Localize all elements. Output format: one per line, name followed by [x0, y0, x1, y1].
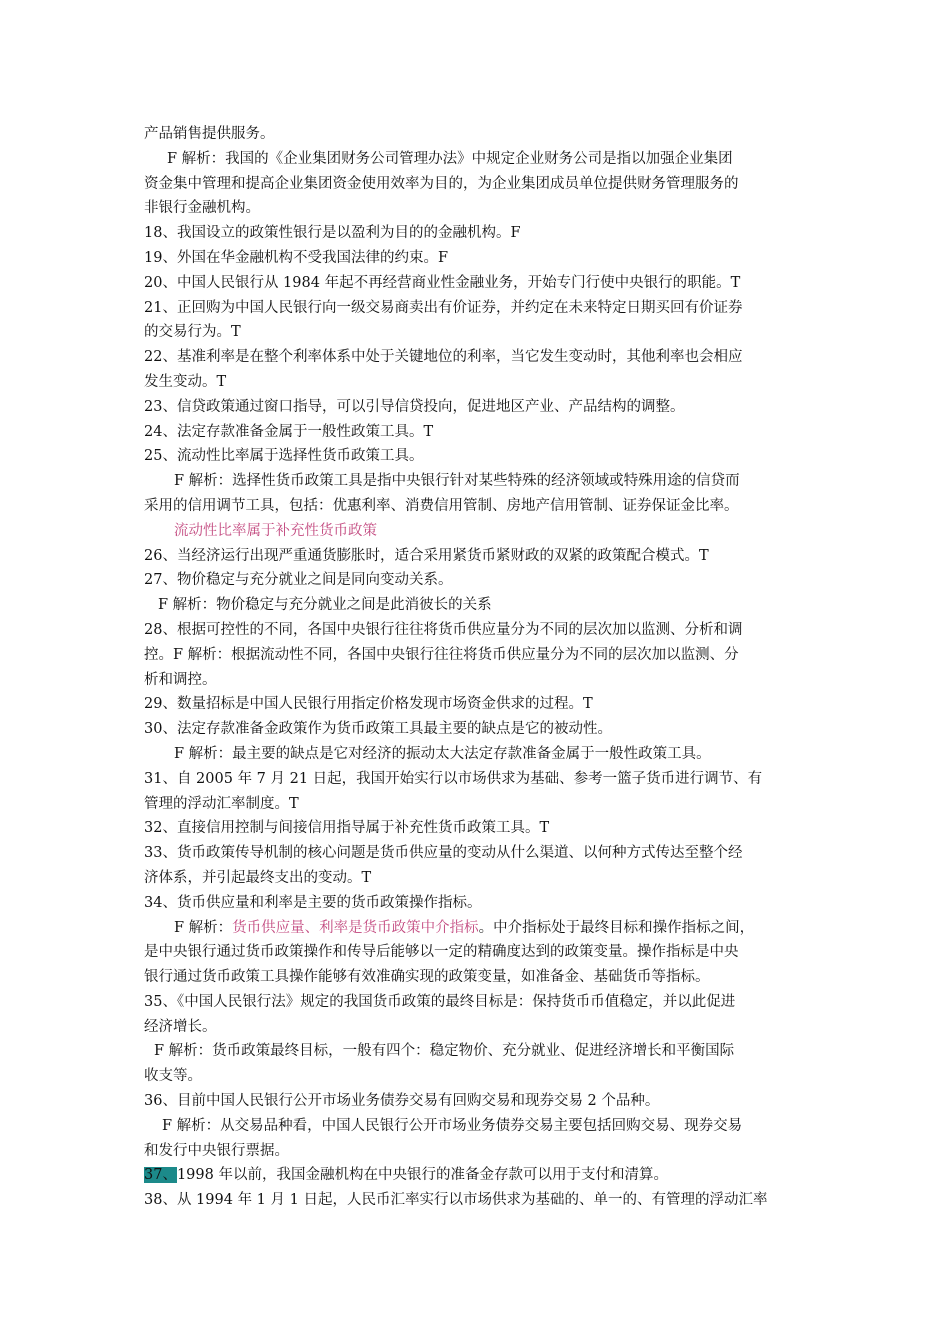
text-line: 控。F 解析：根据流动性不同，各国中央银行往往将货币供应量分为不同的层次加以监测、分	[144, 646, 739, 663]
question-23: 23、信贷政策通过窗口指导，可以引导信贷投向，促进地区产业、产品结构的调整。	[144, 398, 685, 415]
question-19: 19、外国在华金融机构不受我国法律的约束。F	[144, 249, 449, 266]
analysis-line: F 解析：从交易品种看，中国人民银行公开市场业务债券交易主要包括回购交易、现券交易	[162, 1117, 743, 1134]
question-36: 36、目前中国人民银行公开市场业务债券交易有回购交易和现券交易 2 个品种。	[144, 1093, 660, 1110]
question-31: 31、自 2005 年 7 月 21 日起，我国开始实行以市场供求为基础、参考一篮子货币进行调节、有	[144, 770, 763, 787]
question-21: 21、正回购为中国人民银行向一级交易商卖出有价证券，并约定在未来特定日期买回有价证券	[144, 299, 743, 316]
analysis-line: F 解析：最主要的缺点是它对经济的振动太大法定存款准备金属于一般性政策工具。	[174, 745, 711, 762]
question-26: 26、当经济运行出现严重通货膨胀时，适合采用紧货币紧财政的双紧的政策配合模式。T	[144, 547, 709, 564]
text-line: 发生变动。T	[144, 373, 227, 390]
analysis-line: F 解析：我国的《企业集团财务公司管理办法》中规定企业财务公司是指以加强企业集团	[167, 150, 733, 167]
question-29: 29、数量招标是中国人民银行用指定价格发现市场资金供求的过程。T	[144, 696, 593, 713]
text-line: 资金集中管理和提高企业集团资金使用效率为目的，为企业集团成员单位提供财务管理服务的	[144, 175, 739, 192]
question-28: 28、根据可控性的不同，各国中央银行往往将货币供应量分为不同的层次加以监测、分析和调	[144, 621, 743, 638]
question-24: 24、法定存款准备金属于一般性政策工具。T	[144, 423, 434, 440]
analysis-line: F 解析：货币政策最终目标，一般有四个：稳定物价、充分就业、促进经济增长和平衡国际	[154, 1043, 735, 1060]
text-line: 是中央银行通过货币政策操作和传导后能够以一定的精确度达到的政策变量。操作指标是中央	[144, 944, 739, 961]
analysis-line	[144, 916, 819, 941]
question-20: 20、中国人民银行从 1984 年起不再经营商业性金融业务，开始专门行使中央银行的职能。T	[144, 274, 741, 291]
text-line: 管理的浮动汇率制度。T	[144, 795, 299, 812]
analysis-prefix: F 解析：	[174, 919, 233, 936]
document-body	[144, 122, 819, 1213]
question-34: 34、货币供应量和利率是主要的货币政策操作指标。	[144, 894, 482, 911]
question-37	[144, 1163, 819, 1188]
text-line: 收支等。	[144, 1068, 202, 1085]
text-line: 和发行中央银行票据。	[144, 1142, 289, 1159]
question-27: 27、物价稳定与充分就业之间是同向变动关系。	[144, 572, 453, 589]
question-32: 32、直接信用控制与间接信用指导属于补充性货币政策工具。T	[144, 820, 550, 837]
text-line: 的交易行为。T	[144, 324, 241, 341]
highlighted-note: 流动性比率属于补充性货币政策	[174, 522, 377, 539]
text-line: 析和调控。	[144, 671, 217, 688]
text-line: 银行通过货币政策工具操作能够有效准确实现的政策变量，如准备金、基础货币等指标。	[144, 969, 710, 986]
question-25: 25、流动性比率属于选择性货币政策工具。	[144, 448, 424, 465]
text-line: 经济增长。	[144, 1018, 217, 1035]
text-line: 济体系，并引起最终支出的变动。T	[144, 869, 372, 886]
analysis-line: F 解析：选择性货币政策工具是指中央银行针对某些特殊的经济领域或特殊用途的信贷而	[174, 473, 740, 490]
question-22: 22、基准利率是在整个利率体系中处于关键地位的利率，当它发生变动时，其他利率也会相应	[144, 349, 743, 366]
analysis-text: 。中介指标处于最终目标和操作指标之间，	[478, 919, 755, 936]
question-35: 35、《中国人民银行法》规定的我国货币政策的最终目标是：保持货币币值稳定，并以此促进	[144, 993, 736, 1010]
question-text: 1998 年以前，我国金融机构在中央银行的准备金存款可以用于支付和清算。	[176, 1167, 668, 1184]
text-line: 采用的信用调节工具，包括：优惠利率、消费信用管制、房地产信用管制、证券保证金比率。	[144, 497, 739, 514]
question-30: 30、法定存款准备金政策作为货币政策工具最主要的缺点是它的被动性。	[144, 721, 612, 738]
text-line: 产品销售提供服务。	[144, 126, 275, 142]
question-18: 18、我国设立的政策性银行是以盈利为目的的金融机构。F	[144, 225, 521, 242]
analysis-line: F 解析：物价稳定与充分就业之间是此消彼长的关系	[158, 597, 492, 614]
text-line: 非银行金融机构。	[144, 200, 260, 217]
question-33: 33、货币政策传导机制的核心问题是货币供应量的变动从什么渠道、以何种方式传达至整个经	[144, 845, 743, 862]
highlighted-note: 货币供应量、利率是货币政策中介指标	[232, 919, 479, 936]
highlighted-number: 37、	[144, 1167, 177, 1184]
question-38: 38、从 1994 年 1 月 1 日起，人民币汇率实行以市场供求为基础的、单一的、有管理的浮动汇率	[144, 1192, 768, 1209]
